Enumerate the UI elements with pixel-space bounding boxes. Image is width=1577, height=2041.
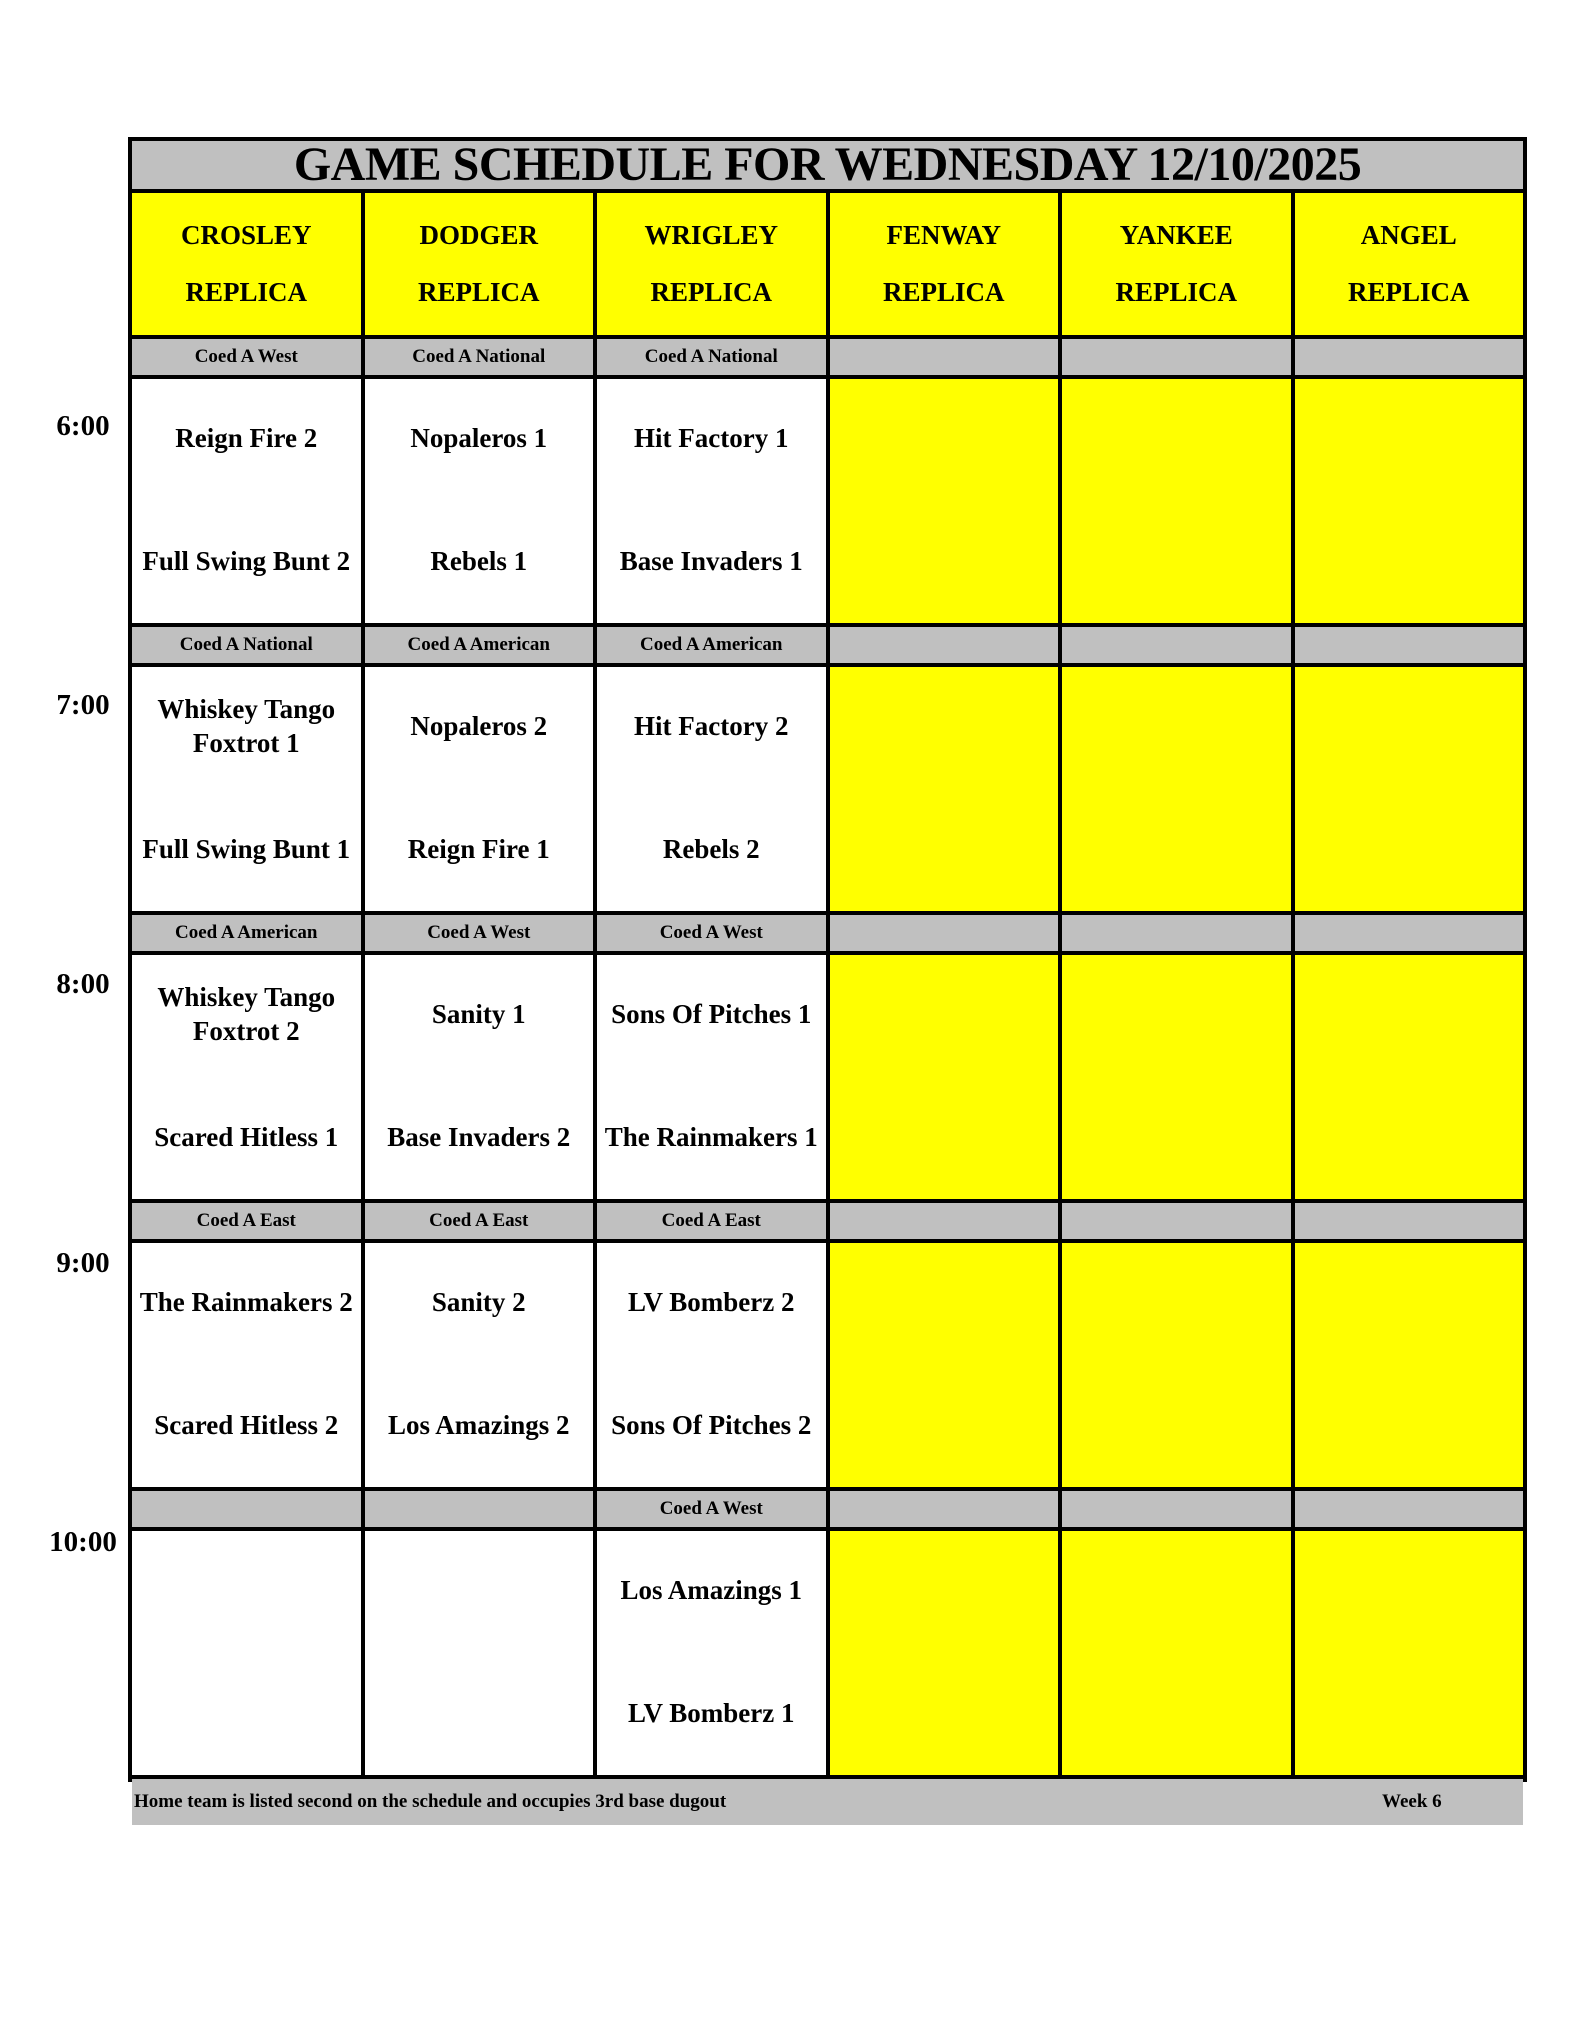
away-team: Sanity 2 (431, 1287, 526, 1317)
home-team: Scared Hitless 1 (154, 1122, 339, 1152)
game-cell (830, 667, 1059, 911)
away-team (1295, 691, 1524, 761)
home-team: Base Invaders 2 (387, 1122, 571, 1152)
away-team (1062, 403, 1291, 473)
division-label: Coed A West (132, 339, 361, 375)
away-team (1062, 979, 1291, 1049)
home-team (1062, 1102, 1291, 1172)
home-team: Scared Hitless 2 (154, 1410, 339, 1440)
home-team: Rebels 2 (662, 834, 760, 864)
home-team: Full Swing Bunt 2 (142, 546, 351, 576)
home-team: Los Amazings 2 (387, 1410, 570, 1440)
field-name: YANKEE (1119, 220, 1233, 250)
game-cell (1295, 1243, 1524, 1487)
home-team (830, 814, 1059, 884)
time-label: 8:00 (56, 968, 110, 1000)
game-cell (132, 955, 361, 1199)
home-team (830, 1390, 1059, 1460)
away-team: Hit Factory 2 (634, 711, 789, 741)
away-team: Nopaleros 1 (410, 423, 548, 453)
away-team (1295, 1555, 1524, 1625)
home-team (830, 1678, 1059, 1748)
game-cell (1295, 1531, 1524, 1775)
away-team (830, 403, 1059, 473)
away-team (1295, 403, 1524, 473)
away-team (830, 979, 1059, 1049)
home-team (1295, 1678, 1524, 1748)
division-label: Coed A National (597, 339, 826, 375)
game-cell (1295, 667, 1524, 911)
division-label: Coed A West (365, 915, 594, 951)
game-cell (132, 1243, 361, 1487)
time-label: 9:00 (56, 1247, 110, 1279)
division-label: Coed A West (597, 915, 826, 951)
away-team (1295, 979, 1524, 1049)
away-team: Whiskey Tango Foxtrot 2 (157, 982, 336, 1046)
page-title: GAME SCHEDULE FOR WEDNESDAY 12/10/2025 (132, 141, 1523, 189)
field-type: REPLICA (417, 277, 540, 307)
away-team: Los Amazings 1 (620, 1575, 803, 1605)
field-header (597, 193, 826, 335)
division-label: Coed A West (597, 1491, 826, 1527)
home-team (1062, 1390, 1291, 1460)
field-header (365, 193, 594, 335)
game-cell (365, 1243, 594, 1487)
division-label (1295, 627, 1524, 663)
home-team (1062, 526, 1291, 596)
home-team: The Rainmakers 1 (604, 1122, 818, 1152)
division-label: Coed A National (132, 627, 361, 663)
time-label: 7:00 (56, 689, 110, 721)
away-team (830, 1267, 1059, 1337)
division-label: Coed A American (365, 627, 594, 663)
division-label: Coed A East (132, 1203, 361, 1239)
field-header (1295, 193, 1524, 335)
away-team: Nopaleros 2 (410, 711, 548, 741)
game-cell (1295, 955, 1524, 1199)
away-team (830, 691, 1059, 761)
home-team: Rebels 1 (430, 546, 528, 576)
field-name: DODGER (419, 220, 538, 250)
game-cell (597, 379, 826, 623)
field-name: WRIGLEY (644, 220, 779, 250)
game-cell (597, 667, 826, 911)
game-cell (830, 1531, 1059, 1775)
division-label (1062, 915, 1291, 951)
home-team (1062, 814, 1291, 884)
away-team (1062, 691, 1291, 761)
game-cell (1295, 379, 1524, 623)
division-label (1062, 1491, 1291, 1527)
division-label (1295, 915, 1524, 951)
field-header (1062, 193, 1291, 335)
footer-bar (132, 1779, 1523, 1825)
home-team: Reign Fire 1 (407, 834, 550, 864)
game-cell (830, 955, 1059, 1199)
away-team: Sons Of Pitches 1 (611, 999, 812, 1029)
division-label (1295, 339, 1524, 375)
away-team (365, 1555, 594, 1625)
division-label (830, 627, 1059, 663)
game-cell (1062, 1531, 1291, 1775)
division-label (830, 1203, 1059, 1239)
field-type: REPLICA (185, 277, 307, 307)
field-header (830, 193, 1059, 335)
game-cell (132, 667, 361, 911)
home-team (1295, 1102, 1524, 1172)
division-label (1062, 627, 1291, 663)
field-header (132, 193, 361, 335)
home-team (1295, 1390, 1524, 1460)
field-type: REPLICA (1115, 277, 1237, 307)
away-team: The Rainmakers 2 (139, 1287, 353, 1317)
division-label: Coed A American (132, 915, 361, 951)
home-team (1295, 814, 1524, 884)
away-team: Sanity 1 (431, 999, 526, 1029)
home-team (1295, 526, 1524, 596)
division-label (1062, 339, 1291, 375)
division-label: Coed A East (365, 1203, 594, 1239)
division-label (1295, 1203, 1524, 1239)
division-label (1295, 1491, 1524, 1527)
field-name: CROSLEY (180, 220, 312, 250)
time-label: 6:00 (56, 410, 110, 442)
away-team: LV Bomberz 2 (627, 1287, 795, 1317)
field-type: REPLICA (650, 277, 772, 307)
game-cell (132, 1531, 361, 1775)
field-type: REPLICA (882, 277, 1005, 307)
week-label: Week 6 (1382, 1791, 1442, 1812)
game-cell (1062, 1243, 1291, 1487)
home-team (132, 1678, 361, 1748)
field-type: REPLICA (1347, 277, 1470, 307)
game-cell (132, 379, 361, 623)
game-cell (830, 1243, 1059, 1487)
away-team: Whiskey Tango Foxtrot 1 (157, 694, 336, 758)
division-label: Coed A American (597, 627, 826, 663)
game-cell (365, 955, 594, 1199)
field-name: FENWAY (886, 220, 1002, 250)
division-label: Coed A National (365, 339, 594, 375)
away-team (1062, 1555, 1291, 1625)
away-team (132, 1555, 361, 1625)
home-team (830, 526, 1059, 596)
field-name: ANGEL (1360, 220, 1457, 250)
division-label (365, 1491, 594, 1527)
division-label (830, 339, 1059, 375)
game-cell (597, 1243, 826, 1487)
division-label: Coed A East (597, 1203, 826, 1239)
home-team: Sons Of Pitches 2 (611, 1410, 812, 1440)
away-team (830, 1555, 1059, 1625)
schedule-table (128, 137, 1527, 1812)
game-cell (365, 667, 594, 911)
game-cell (1062, 379, 1291, 623)
division-label (830, 1491, 1059, 1527)
home-team: Full Swing Bunt 1 (142, 834, 351, 864)
game-cell (1062, 667, 1291, 911)
home-team (365, 1678, 594, 1748)
game-cell (830, 379, 1059, 623)
away-team: Hit Factory 1 (634, 423, 789, 453)
home-team (830, 1102, 1059, 1172)
away-team (1295, 1267, 1524, 1337)
game-cell (597, 955, 826, 1199)
game-cell (365, 379, 594, 623)
game-cell (365, 1531, 594, 1775)
home-team: Base Invaders 1 (619, 546, 803, 576)
division-label (132, 1491, 361, 1527)
game-cell (1062, 955, 1291, 1199)
home-team-note: Home team is listed second on the schedule and occupies 3rd base dugout (134, 1791, 727, 1812)
division-label (830, 915, 1059, 951)
home-team (1062, 1678, 1291, 1748)
division-label (1062, 1203, 1291, 1239)
away-team: Reign Fire 2 (175, 423, 318, 453)
time-label: 10:00 (49, 1526, 117, 1558)
game-cell (597, 1531, 826, 1775)
away-team (1062, 1267, 1291, 1337)
home-team: LV Bomberz 1 (627, 1698, 795, 1728)
